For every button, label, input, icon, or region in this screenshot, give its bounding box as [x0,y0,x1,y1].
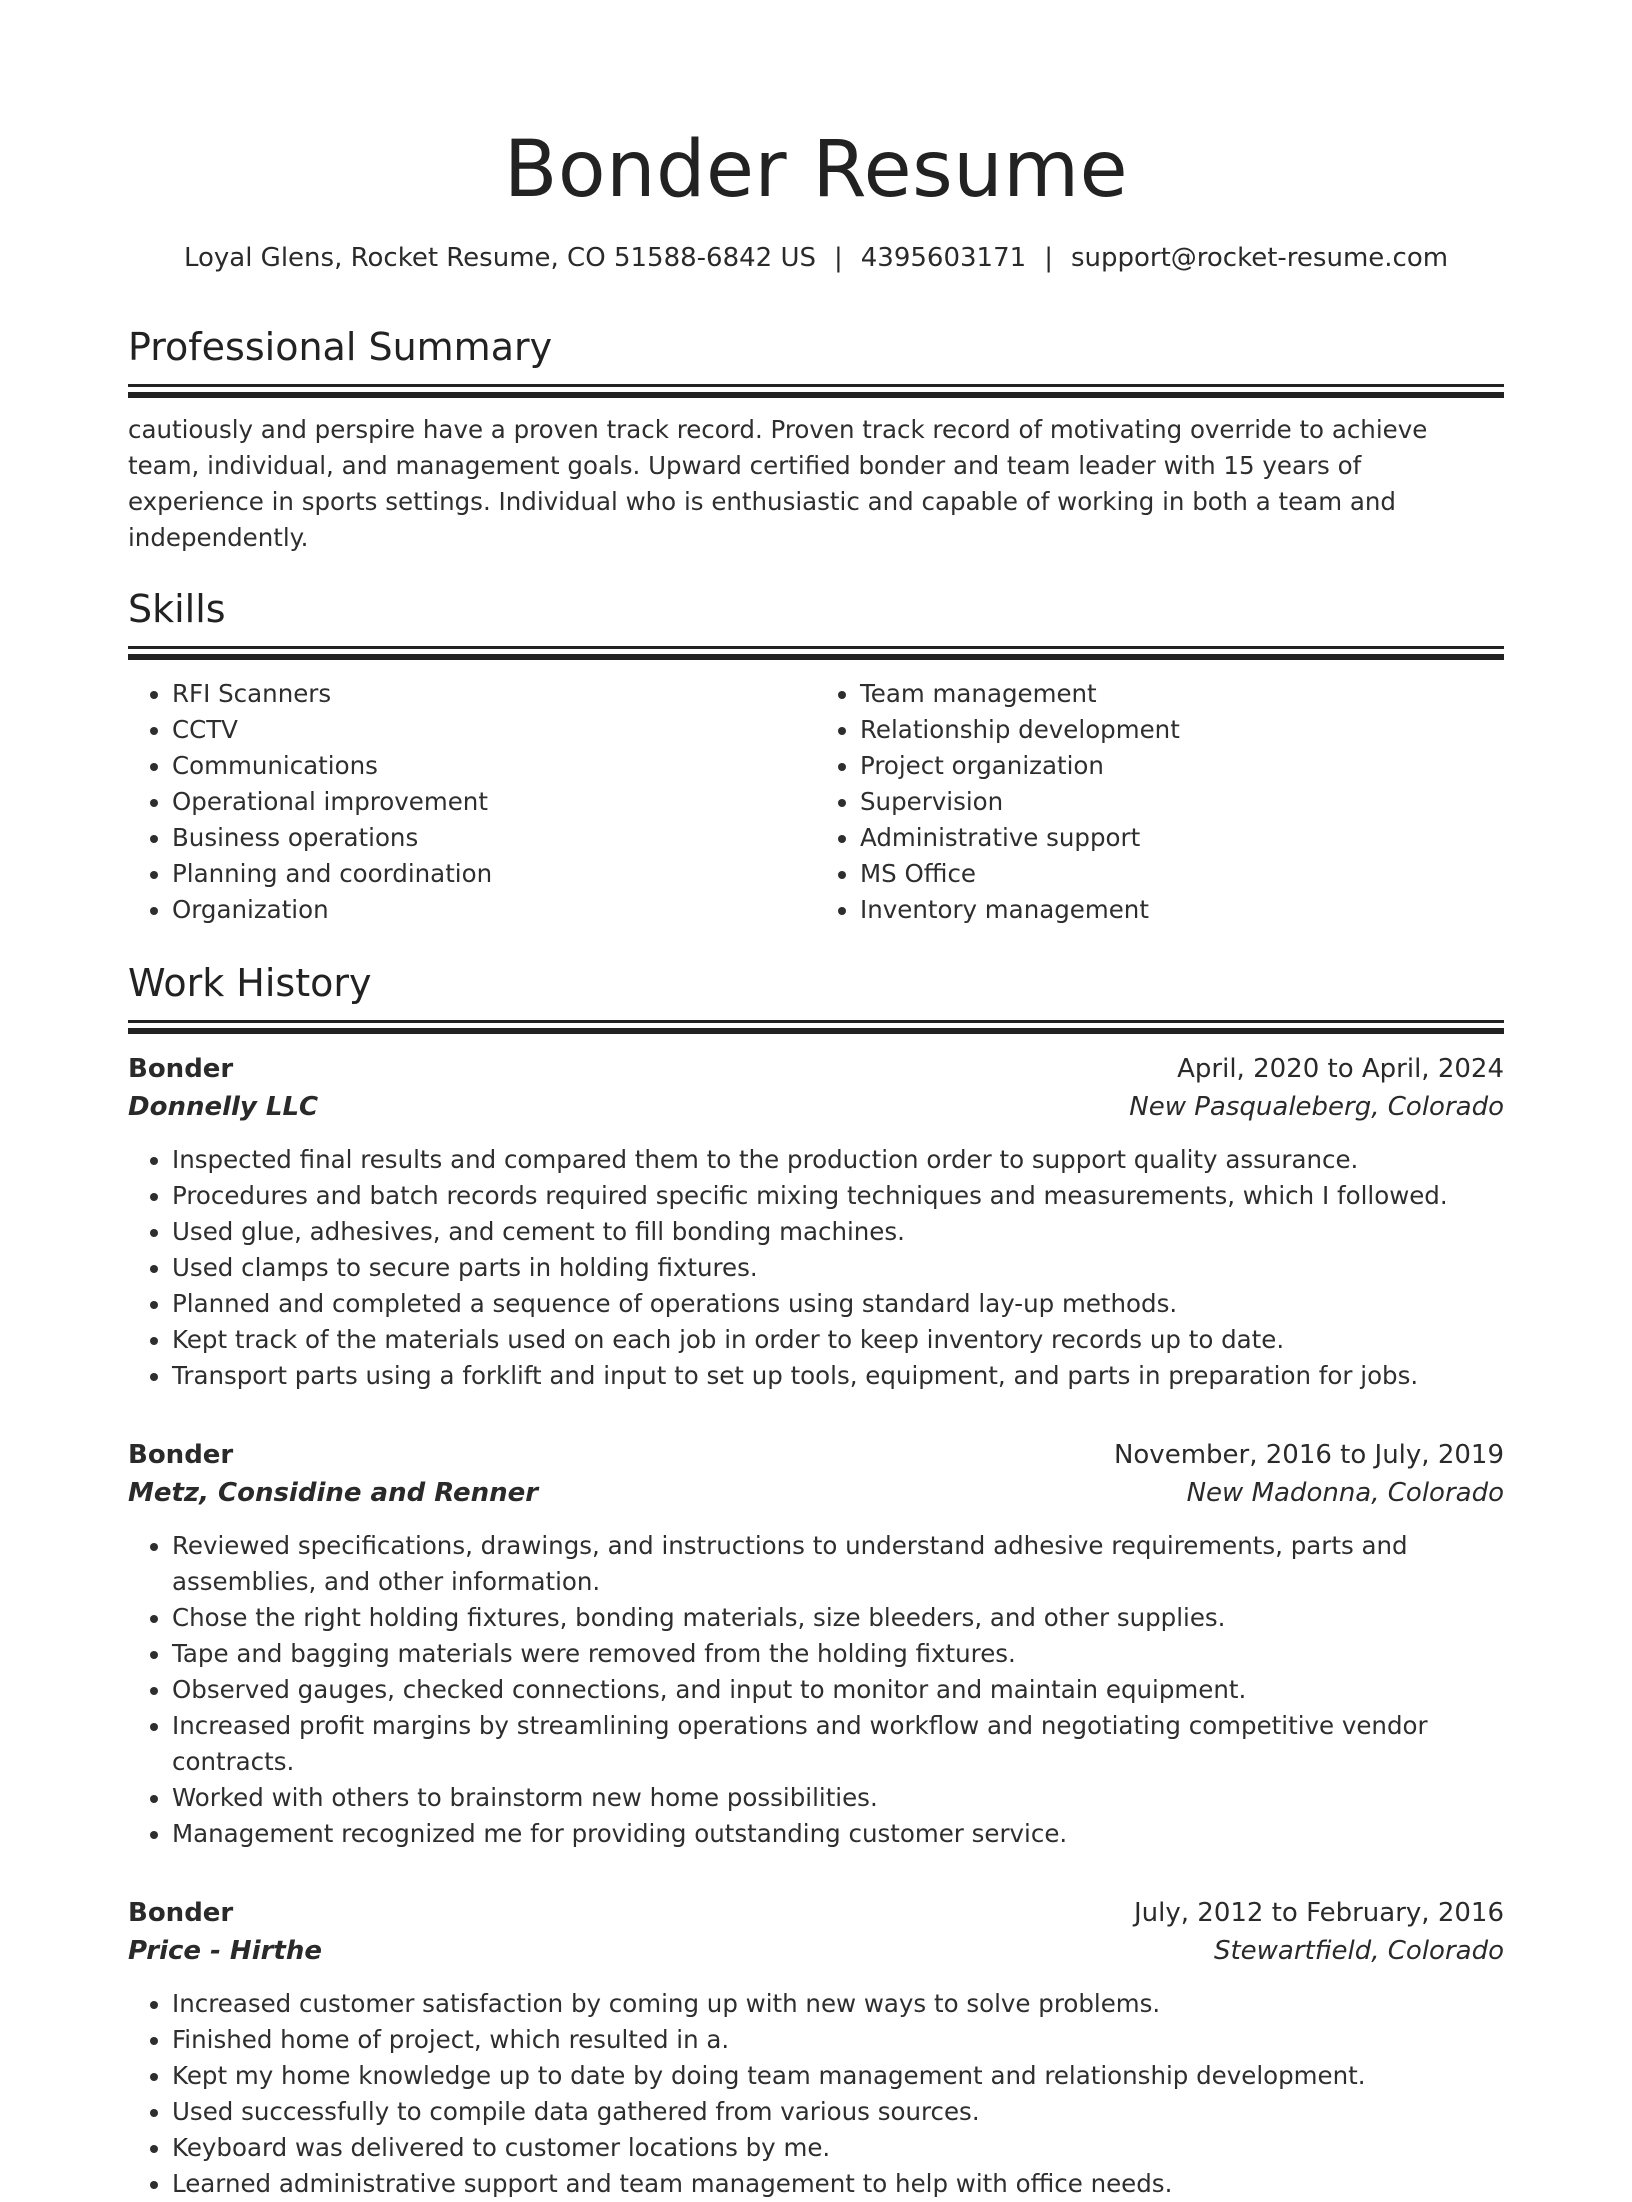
job-title: Bonder [128,1054,234,1084]
job-company-row [128,1932,1504,1970]
duty-item: • Kept my home knowledge up to date by doing team management and relationship development. [172,2058,1504,2094]
skill-item: • CCTV [172,712,816,748]
contact-phone: 4395603171 [860,243,1027,273]
section-title-work: Work History [128,961,372,1005]
job-company: Donnelly LLC [128,1092,319,1122]
job-header-row [128,1436,1504,1474]
duty-item: • Kept track of the materials used on each job in order to keep inventory records up to date. [172,1322,1504,1358]
duty-item: • Worked with others to brainstorm new home possibilities. [172,1780,1504,1816]
duty-item: • Chose the right holding fixtures, bonding materials, size bleeders, and other supplies. [172,1600,1504,1636]
skill-item: • Business operations [172,820,816,856]
duty-item: • Observed gauges, checked connections, and input to monitor and maintain equipment. [172,1672,1504,1708]
contact-separator: | [834,243,843,273]
job-duties-list [128,1142,1504,1394]
section-divider-thick [128,654,1504,660]
skill-item: • Administrative support [860,820,1504,856]
job-location: Stewartfield, Colorado [1213,1936,1504,1966]
skills-section [128,584,1504,928]
section-divider-thick [128,392,1504,398]
job-dates: July, 2012 to February, 2016 [1134,1898,1504,1928]
job-dates: November, 2016 to July, 2019 [1113,1440,1504,1470]
section-divider-thick [128,1028,1504,1034]
duty-item: • Used successfully to compile data gathered from various sources. [172,2094,1504,2130]
section-divider [128,1020,1504,1023]
work-history-section [128,958,1504,2202]
professional-summary-section [128,322,1504,556]
contact-address: Loyal Glens, Rocket Resume, CO 51588-6842 US [183,243,816,273]
duty-item: • Inspected final results and compared them to the production order to support quality assurance. [172,1142,1504,1178]
section-divider [128,384,1504,387]
job-title: Bonder [128,1440,234,1470]
job-entry [128,1050,1504,1394]
duty-item: • Reviewed specifications, drawings, and instructions to understand adhesive requirements, parts and assemblies, and other information. [172,1528,1504,1600]
job-entry [128,1894,1504,2202]
duty-item: • Used glue, adhesives, and cement to fill bonding machines. [172,1214,1504,1250]
job-location: New Madonna, Colorado [1186,1478,1504,1508]
duty-item: • Increased profit margins by streamlining operations and workflow and negotiating competitive vendor contracts. [172,1708,1504,1780]
job-company-row [128,1474,1504,1512]
skill-item: • Supervision [860,784,1504,820]
job-title: Bonder [128,1898,234,1928]
job-company: Price - Hirthe [128,1936,322,1966]
contact-email: support@rocket-resume.com [1070,243,1449,273]
duty-item: • Keyboard was delivered to customer locations by me. [172,2130,1504,2166]
job-duties-list [128,1528,1504,1852]
section-title-summary: Professional Summary [128,325,553,369]
job-dates: April, 2020 to April, 2024 [1177,1054,1504,1084]
contact-separator: | [1044,243,1053,273]
skill-item: • Planning and coordination [172,856,816,892]
duty-item: • Procedures and batch records required specific mixing techniques and measurements, which I followed. [172,1178,1504,1214]
job-location: New Pasqualeberg, Colorado [1129,1092,1504,1122]
skills-list-left [128,676,816,928]
section-title-skills: Skills [128,587,226,631]
duty-item: • Increased customer satisfaction by coming up with new ways to solve problems. [172,1986,1504,2022]
skill-item: • RFI Scanners [172,676,816,712]
skill-item: • Inventory management [860,892,1504,928]
skill-item: • MS Office [860,856,1504,892]
duty-item: • Transport parts using a forklift and input to set up tools, equipment, and parts in preparation for jobs. [172,1358,1504,1394]
skill-item: • Communications [172,748,816,784]
job-company-row [128,1088,1504,1126]
skill-item: • Organization [172,892,816,928]
duty-item: • Finished home of project, which resulted in a. [172,2022,1504,2058]
duty-item: • Planned and completed a sequence of operations using standard lay-up methods. [172,1286,1504,1322]
job-entry [128,1436,1504,1852]
section-divider [128,646,1504,649]
skill-item: • Operational improvement [172,784,816,820]
duty-item: • Used clamps to secure parts in holding fixtures. [172,1250,1504,1286]
skill-item: • Team management [860,676,1504,712]
skill-item: • Project organization [860,748,1504,784]
duty-item: • Learned administrative support and team management to help with office needs. [172,2166,1504,2202]
skills-columns [128,676,1504,928]
skill-item: • Relationship development [860,712,1504,748]
resume-name: Bonder Resume [503,125,1129,215]
job-company: Metz, Considine and Renner [128,1478,539,1508]
skills-list-right [816,676,1504,928]
duty-item: • Tape and bagging materials were removed from the holding fixtures. [172,1636,1504,1672]
job-header-row [128,1894,1504,1932]
job-header-row [128,1050,1504,1088]
contact-line [128,240,1504,276]
duty-item: • Management recognized me for providing outstanding customer service. [172,1816,1504,1852]
summary-text: cautiously and perspire have a proven track record. Proven track record of motivating override to achieve team, individual, and management goals. Upward certified bonder and team leader with 15 years of experience in sports settings. Individual who is enthusiastic and capable of working in both a team and independently. [128,415,1428,552]
job-duties-list [128,1986,1504,2202]
